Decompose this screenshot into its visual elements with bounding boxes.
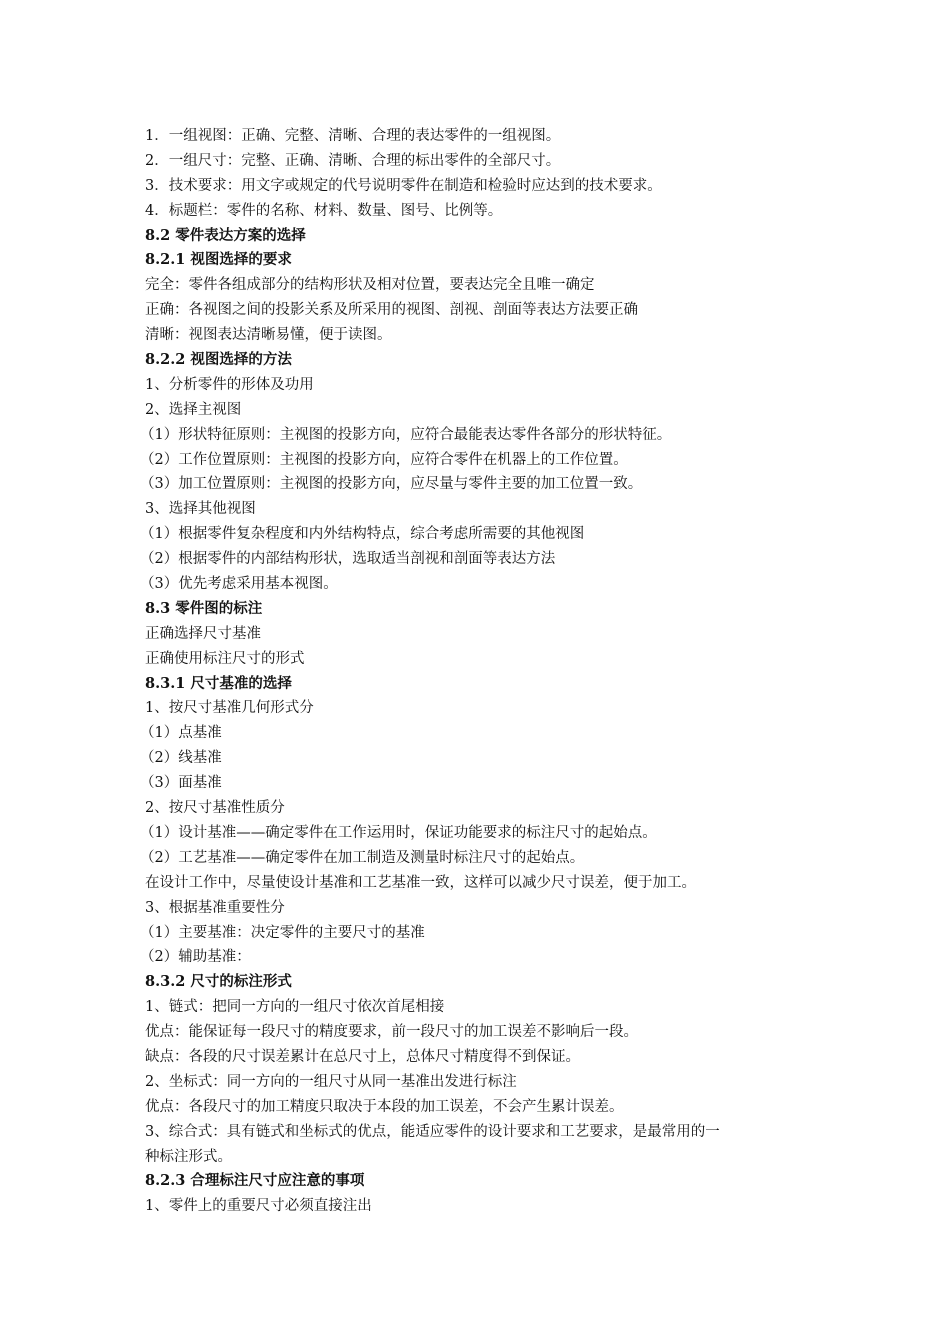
text-line: （2）工艺基准——确定零件在加工制造及测量时标注尺寸的起始点。: [140, 849, 585, 866]
section-heading: 8.2 零件表达方案的选择: [145, 226, 306, 244]
section-heading: 8.2.2 视图选择的方法: [145, 351, 292, 369]
text-line: （2）根据零件的内部结构形状，选取适当剖视和剖面等表达方法: [140, 551, 556, 568]
text-line: 2、坐标式：同一方向的一组尺寸从同一基准出发进行标注: [145, 1073, 517, 1090]
text-line: 优点：能保证每一段尺寸的精度要求，前一段尺寸的加工误差不影响后一段。: [145, 1024, 638, 1041]
text-line: 3．技术要求：用文字或规定的代号说明零件在制造和检验时应达到的技术要求。: [145, 177, 662, 194]
text-line: 优点：各段尺寸的加工精度只取决于本段的加工误差，不会产生累计误差。: [145, 1098, 624, 1115]
text-line: 3、选择其他视图: [145, 501, 256, 518]
text-line: 2．一组尺寸：完整、正确、清晰、合理的标出零件的全部尺寸。: [145, 152, 561, 169]
text-line: 缺点：各段的尺寸误差累计在总尺寸上，总体尺寸精度得不到保证。: [145, 1048, 580, 1065]
text-line: （2）工作位置原则：主视图的投影方向，应符合零件在机器上的工作位置。: [140, 451, 628, 468]
text-line: 完全：零件各组成部分的结构形状及相对位置，要表达完全且唯一确定: [145, 277, 595, 294]
text-line: （1）设计基准——确定零件在工作运用时，保证功能要求的标注尺寸的起始点。: [140, 824, 657, 841]
document-page: [140, 124, 815, 1219]
text-line: 1．一组视图：正确、完整、清晰、合理的表达零件的一组视图。: [145, 128, 561, 144]
text-line: （3）面基准: [140, 775, 222, 792]
text-line: 1、分析零件的形体及功用: [145, 376, 314, 393]
text-line: 正确：各视图之间的投影关系及所采用的视图、剖视、剖面等表达方法要正确: [145, 302, 638, 319]
text-line: （1）形状特征原则：主视图的投影方向，应符合最能表达零件各部分的形状特征。: [140, 426, 672, 443]
section-heading: 8.2.1 视图选择的要求: [145, 251, 292, 269]
text-line: 种标注形式。: [145, 1148, 232, 1165]
text-line: 3、综合式：具有链式和坐标式的优点，能适应零件的设计要求和工艺要求，是最常用的一: [145, 1123, 720, 1140]
text-line: 清晰：视图表达清晰易懂，便于读图。: [145, 327, 392, 344]
text-line: 正确使用标注尺寸的形式: [145, 650, 305, 667]
text-line: 4．标题栏：零件的名称、材料、数量、图号、比例等。: [145, 202, 503, 219]
text-line: 3、根据基准重要性分: [145, 899, 285, 916]
text-line: （3）加工位置原则：主视图的投影方向，应尽量与零件主要的加工位置一致。: [140, 476, 643, 493]
text-line: （1）根据零件复杂程度和内外结构特点，综合考虑所需要的其他视图: [140, 526, 585, 543]
text-line: 1、链式：把同一方向的一组尺寸依次首尾相接: [145, 999, 445, 1016]
text-line: 1、按尺寸基准几何形式分: [145, 700, 314, 717]
text-line: （1）主要基准：决定零件的主要尺寸的基准: [140, 924, 425, 941]
text-line: 2、选择主视图: [145, 401, 242, 418]
section-heading: 8.2.3 合理标注尺寸应注意的事项: [145, 1172, 365, 1190]
text-line: （2）辅助基准：: [140, 949, 251, 966]
text-line: 2、按尺寸基准性质分: [145, 800, 285, 817]
section-heading: 8.3.1 尺寸基准的选择: [145, 674, 292, 692]
text-line: （3）优先考虑采用基本视图。: [140, 576, 338, 593]
text-line: （1）点基准: [140, 725, 222, 742]
text-line: 在设计工作中，尽量使设计基准和工艺基准一致，这样可以减少尺寸误差，便于加工。: [145, 874, 696, 891]
text-line: 1、零件上的重要尺寸必须直接注出: [145, 1198, 372, 1215]
section-heading: 8.3.2 尺寸的标注形式: [145, 973, 292, 991]
text-line: 正确选择尺寸基准: [145, 625, 261, 642]
section-heading: 8.3 零件图的标注: [145, 599, 263, 617]
text-line: （2）线基准: [140, 750, 222, 767]
